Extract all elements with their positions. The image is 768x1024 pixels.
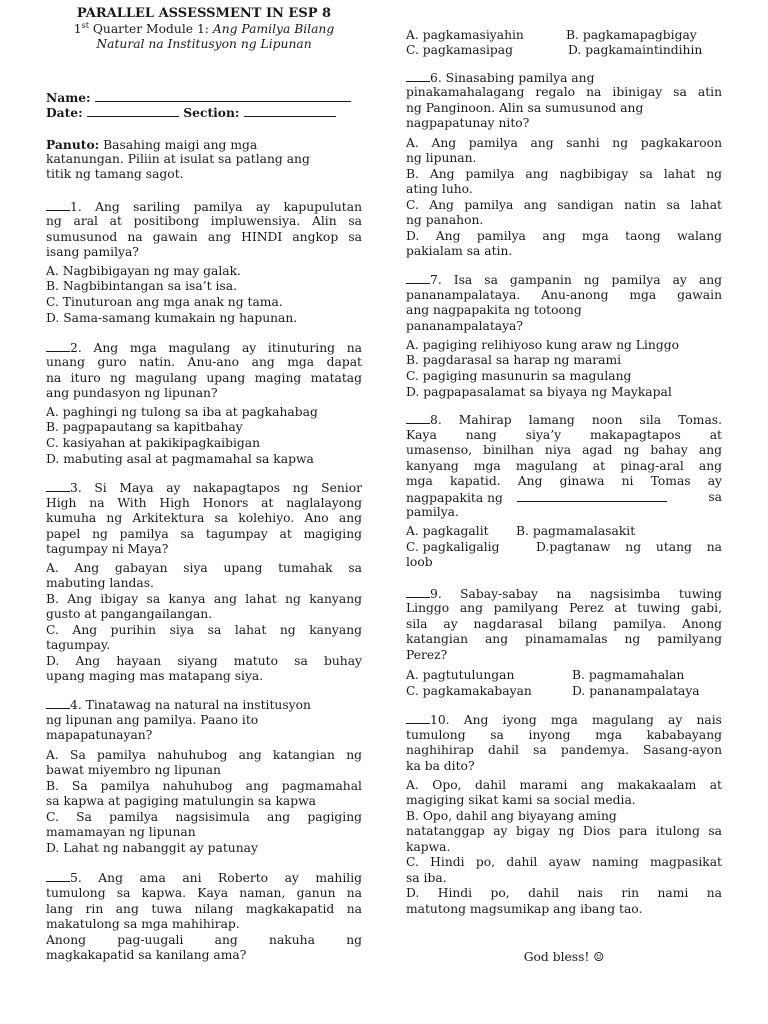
- q9-line4: katangian ang pinamamalas ng pamilyang: [406, 632, 722, 646]
- q3-choice-c-cont: tagumpay.: [46, 638, 111, 652]
- q10-choice-b: B. Opo, dahil ang biyayang aming: [406, 809, 617, 823]
- q4-choice-c-cont: mamamayan ng lipunan: [46, 825, 196, 839]
- q8-line4: kanyang mga magulang at pinag-aral ang: [406, 459, 722, 473]
- q7-line2: pananampalataya. Anu-anong mga gawain: [406, 288, 722, 302]
- q10-choice-c: C. Hindi po, dahil ayaw naming magpasikat: [406, 855, 722, 869]
- q8-choice-a: A. pagkagalit: [406, 524, 489, 538]
- q3-line1: [46, 480, 362, 496]
- date-blank[interactable]: [87, 105, 179, 117]
- q10-choice-a: A. Opo, dahil marami ang makakaalam at: [406, 778, 722, 792]
- q5-line2: tumulong sa kapwa. Kaya naman, ganun na: [46, 886, 362, 900]
- q2-choice-c: C. kasiyahan at pakikipagkaibigan: [46, 436, 261, 450]
- q10-line1: [406, 712, 722, 728]
- q9-choice-a: A. pagtutulungan: [406, 668, 515, 682]
- q9-line3: sila ay nagdarasal bilang pamilya. Anong: [406, 617, 722, 631]
- q6-choice-c: C. Ang pamilya ang sandigan natin sa lahat: [406, 198, 722, 212]
- q2-line1: [46, 340, 362, 356]
- q9-choice-b: B. pagmamahalan: [572, 668, 685, 682]
- q10-choice-b-cont: natatanggap ay bigay ng Dios para itulong sa: [406, 824, 722, 838]
- q4-choice-b: B. Sa pamilya nahuhubog ang pagmamahal: [46, 779, 362, 793]
- q8-answer-blank[interactable]: [406, 412, 430, 424]
- q7-choice-b: B. pagdarasal sa harap ng marami: [406, 353, 622, 367]
- q6-answer-blank[interactable]: [406, 70, 430, 82]
- q5-choice-d: D. pagkamaintindihin: [568, 43, 703, 57]
- q4-line2: ng lipunan ang pamilya. Paano ito: [46, 713, 259, 727]
- q4-choice-d: D. Lahat ng nabanggit ay patunay: [46, 841, 258, 855]
- q5-line1: [46, 870, 362, 886]
- q8-fill-blank[interactable]: [517, 490, 667, 502]
- q10-line3: naghihirap dahil sa pandemya. Sasang-ayon: [406, 743, 722, 757]
- q3-line4: papel ng pamilya sa tagumpay at magiging: [46, 527, 362, 541]
- q8-line1: [406, 412, 722, 428]
- module-line: [46, 22, 362, 37]
- q6-text1: 6. Sinasabing pamilya ang: [430, 71, 595, 85]
- date-label: Date:: [46, 105, 83, 120]
- q1-answer-blank[interactable]: [46, 199, 70, 211]
- q8-text1: 8. Mahirap lamang noon sila Tomas.: [430, 413, 722, 427]
- q4-choice-a-cont: bawat miyembro ng lipunan: [46, 763, 221, 777]
- q8-choice-c: C. pagkaligalig: [406, 540, 500, 554]
- instructions-line3: titik ng tamang sagot.: [46, 167, 184, 181]
- q1-choice-a: A. Nagbibigayan ng may galak.: [46, 264, 241, 278]
- q7-choice-d: D. pagpapasalamat sa biyaya ng Maykapal: [406, 385, 672, 399]
- q1-choice-b: B. Nagbibintangan sa isa’t isa.: [46, 279, 237, 293]
- q1-line4: isang pamilya?: [46, 245, 139, 259]
- q2-text1: 2. Ang mga magulang ay itinuturing na: [70, 341, 362, 355]
- q3-choice-d: D. Ang hayaan siyang matuto sa buhay: [46, 654, 362, 668]
- q9-answer-blank[interactable]: [406, 586, 430, 598]
- q3-line2: High na With High Honors at naglalayong: [46, 496, 362, 510]
- q8-text6b: sa: [708, 490, 722, 504]
- name-blank[interactable]: [95, 90, 351, 102]
- q5-line3: lang rin ang tuwa nilang magkakapatid na: [46, 902, 362, 916]
- q9-line1: [406, 586, 722, 602]
- q10-answer-blank[interactable]: [406, 712, 430, 724]
- q4-answer-blank[interactable]: [46, 697, 70, 709]
- q10-choice-a-cont: magiging sikat kami sa social media.: [406, 793, 636, 807]
- q1-choice-d: D. Sama-samang kumakain ng hapunan.: [46, 311, 298, 325]
- q5-choice-a: A. pagkamasiyahin: [406, 28, 524, 42]
- q2-line3: na ituro ng magulang upang maging matatag: [46, 371, 362, 385]
- q4-text1: 4. Tinatawag na natural na institusyon: [70, 698, 311, 712]
- q10-line4: ka ba dito?: [406, 759, 475, 773]
- q5-line6: magkakapatid sa kanilang ama?: [46, 948, 247, 962]
- q8-line7: pamilya.: [406, 505, 459, 519]
- q4-choice-a: A. Sa pamilya nahuhubog ang katangian ng: [46, 748, 362, 762]
- q3-choice-a: A. Ang gabayan siya upang tumahak sa: [46, 561, 362, 575]
- q8-choice-d: D.pagtanaw ng utang na: [536, 540, 722, 554]
- section-label: Section:: [183, 105, 240, 120]
- q2-line4: ang pundasyon ng lipunan?: [46, 386, 218, 400]
- q8-choice-d-cont: loob: [406, 555, 433, 569]
- q1-line2: ng aral at positibong impluwensiya. Alin sa: [46, 214, 362, 228]
- q10-choice-d: D. Hindi po, dahil nais rin nami na: [406, 886, 722, 900]
- q7-choice-a: A. pagiging relihiyoso kung araw ng Linggo: [406, 338, 679, 352]
- q3-line5: tagumpay ni Maya?: [46, 542, 169, 556]
- module-title-part1: Ang Pamilya Bilang: [212, 22, 335, 36]
- module-title-part2: Natural na Institusyon ng Lipunan: [96, 37, 312, 51]
- q8-choice-b: B. pagmamalasakit: [516, 524, 636, 538]
- q6-choice-a: A. Ang pamilya ang sanhi ng pagkakaroon: [406, 136, 722, 150]
- q6-line3: ng Panginoon. Alin sa sumusunod ang: [406, 101, 644, 115]
- q4-choice-c: C. Sa pamilya nagsisimula ang pagiging: [46, 810, 362, 824]
- q9-choice-c: C. pagkamakabayan: [406, 684, 532, 698]
- date-section-row: [46, 105, 336, 120]
- q5-line5: Anong pag-uugali ang nakuha ng: [46, 933, 362, 947]
- q5-text1: 5. Ang ama ani Roberto ay mahilig: [70, 871, 362, 885]
- q6-choice-b: B. Ang pamilya ang nagbibigay sa lahat ng: [406, 167, 722, 181]
- q7-line4: pananampalataya?: [406, 319, 523, 333]
- assessment-title: PARALLEL ASSESSMENT IN ESP 8: [76, 6, 332, 21]
- q4-line3: mapapatunayan?: [46, 728, 153, 742]
- q7-answer-blank[interactable]: [406, 272, 430, 284]
- q9-line5: Perez?: [406, 648, 448, 662]
- q5-line4: makatulong sa mga mahihirap.: [46, 917, 240, 931]
- q8-line3: umasenso, binilhan niya agad ng bahay ang: [406, 443, 722, 457]
- q6-choice-c-cont: ng panahon.: [406, 213, 484, 227]
- q3-answer-blank[interactable]: [46, 480, 70, 492]
- q10-choice-c-cont: sa iba.: [406, 871, 447, 885]
- q8-line6: [406, 490, 722, 506]
- q5-answer-blank[interactable]: [46, 870, 70, 882]
- q3-text1: 3. Si Maya ay nakapagtapos ng Senior: [70, 481, 362, 495]
- module-prefix: Quarter Module 1:: [92, 22, 213, 36]
- instructions-text1: Basahing maigi ang mga: [99, 138, 258, 152]
- q7-line3: ang nagpapakita ng totoong: [406, 303, 582, 317]
- q3-choice-d-cont: upang maging mas matapang siya.: [46, 669, 264, 683]
- q6-line1: [406, 70, 594, 86]
- q5-choice-b: B. pagkamapagbigay: [566, 28, 697, 42]
- q8-line5: mga kapatid. Ang ginawa ni Tomas ay: [406, 474, 722, 488]
- q1-choice-c: C. Tinuturoan ang mga anak ng tama.: [46, 295, 283, 309]
- q9-choice-d: D. pananampalataya: [572, 684, 700, 698]
- q6-line2: pinakamahalagang regalo na ibinigay sa atin: [406, 85, 722, 99]
- q2-choice-b: B. pagpapautang sa kapitbahay: [46, 420, 243, 434]
- q3-choice-c: C. Ang purihin siya sa lahat ng kanyang: [46, 623, 362, 637]
- q1-line1: [46, 199, 362, 215]
- q10-text1: 10. Ang iyong mga magulang ay nais: [430, 713, 722, 727]
- q2-line2: unang guro natin. Anu-ano ang mga dapat: [46, 355, 362, 369]
- q10-choice-d-cont: matutong magsumikap ang ibang tao.: [406, 902, 643, 916]
- instructions-line1: [46, 137, 257, 153]
- q1-text1: 1. Ang sariling pamilya ay kapupulutan: [70, 200, 362, 214]
- quarter-number: 1: [73, 22, 82, 36]
- q6-choice-b-cont: ating luho.: [406, 182, 473, 196]
- name-label: Name:: [46, 90, 91, 105]
- q4-choice-b-cont: sa kapwa at pagiging matulungin sa kapwa: [46, 794, 316, 808]
- instructions-line2: katanungan. Piliin at isulat sa patlang ang: [46, 152, 310, 166]
- q3-line3: kumuha ng Arkitektura sa kolehiyo. Ano ang: [46, 511, 362, 525]
- instructions-label: Panuto:: [46, 137, 100, 152]
- q7-choice-c: C. pagiging masunurin sa magulang: [406, 369, 632, 383]
- q3-choice-a-cont: mabuting landas.: [46, 576, 154, 590]
- q9-line2: Linggo ang pamilyang Perez at tuwing gabi,: [406, 601, 722, 615]
- q2-choice-a: A. paghingi ng tulong sa iba at pagkahabag: [46, 405, 318, 419]
- q7-text1: 7. Isa sa gampanin ng pamilya ay ang: [430, 273, 722, 287]
- section-blank[interactable]: [244, 105, 336, 117]
- q9-text1: 9. Sabay-sabay na nagsisimba tuwing: [430, 587, 722, 601]
- q10-line2: tumulong sa inyong mga kababayang: [406, 728, 722, 742]
- q6-choice-d-cont: pakialam sa atin.: [406, 244, 513, 258]
- quarter-suffix: st: [81, 20, 89, 30]
- q8-line2: Kaya nang siya’y makapagtapos at: [406, 428, 722, 442]
- q3-choice-b: B. Ang ibigay sa kanya ang lahat ng kanyang: [46, 592, 362, 606]
- q8-text6: nagpapakita ng: [406, 491, 503, 505]
- q10-choice-b-cont2: kapwa.: [406, 840, 451, 854]
- q2-answer-blank[interactable]: [46, 340, 70, 352]
- name-row: [46, 90, 351, 105]
- q6-line4: nagpapatunay nito?: [406, 116, 530, 130]
- q4-line1: [46, 697, 311, 713]
- q5-choice-c: C. pagkamasipag: [406, 43, 513, 57]
- q7-line1: [406, 272, 722, 288]
- q2-choice-d: D. mabuting asal at pagmamahal sa kapwa: [46, 452, 314, 466]
- q6-choice-d: D. Ang pamilya ang mga taong walang: [406, 229, 722, 243]
- q1-line3: sumusunod na gawain ang HINDI angkop sa: [46, 230, 362, 244]
- q3-choice-b-cont: gusto at pangangailangan.: [46, 607, 213, 621]
- q6-choice-a-cont: ng lipunan.: [406, 151, 477, 165]
- closing-message: God bless! ☺: [523, 950, 605, 964]
